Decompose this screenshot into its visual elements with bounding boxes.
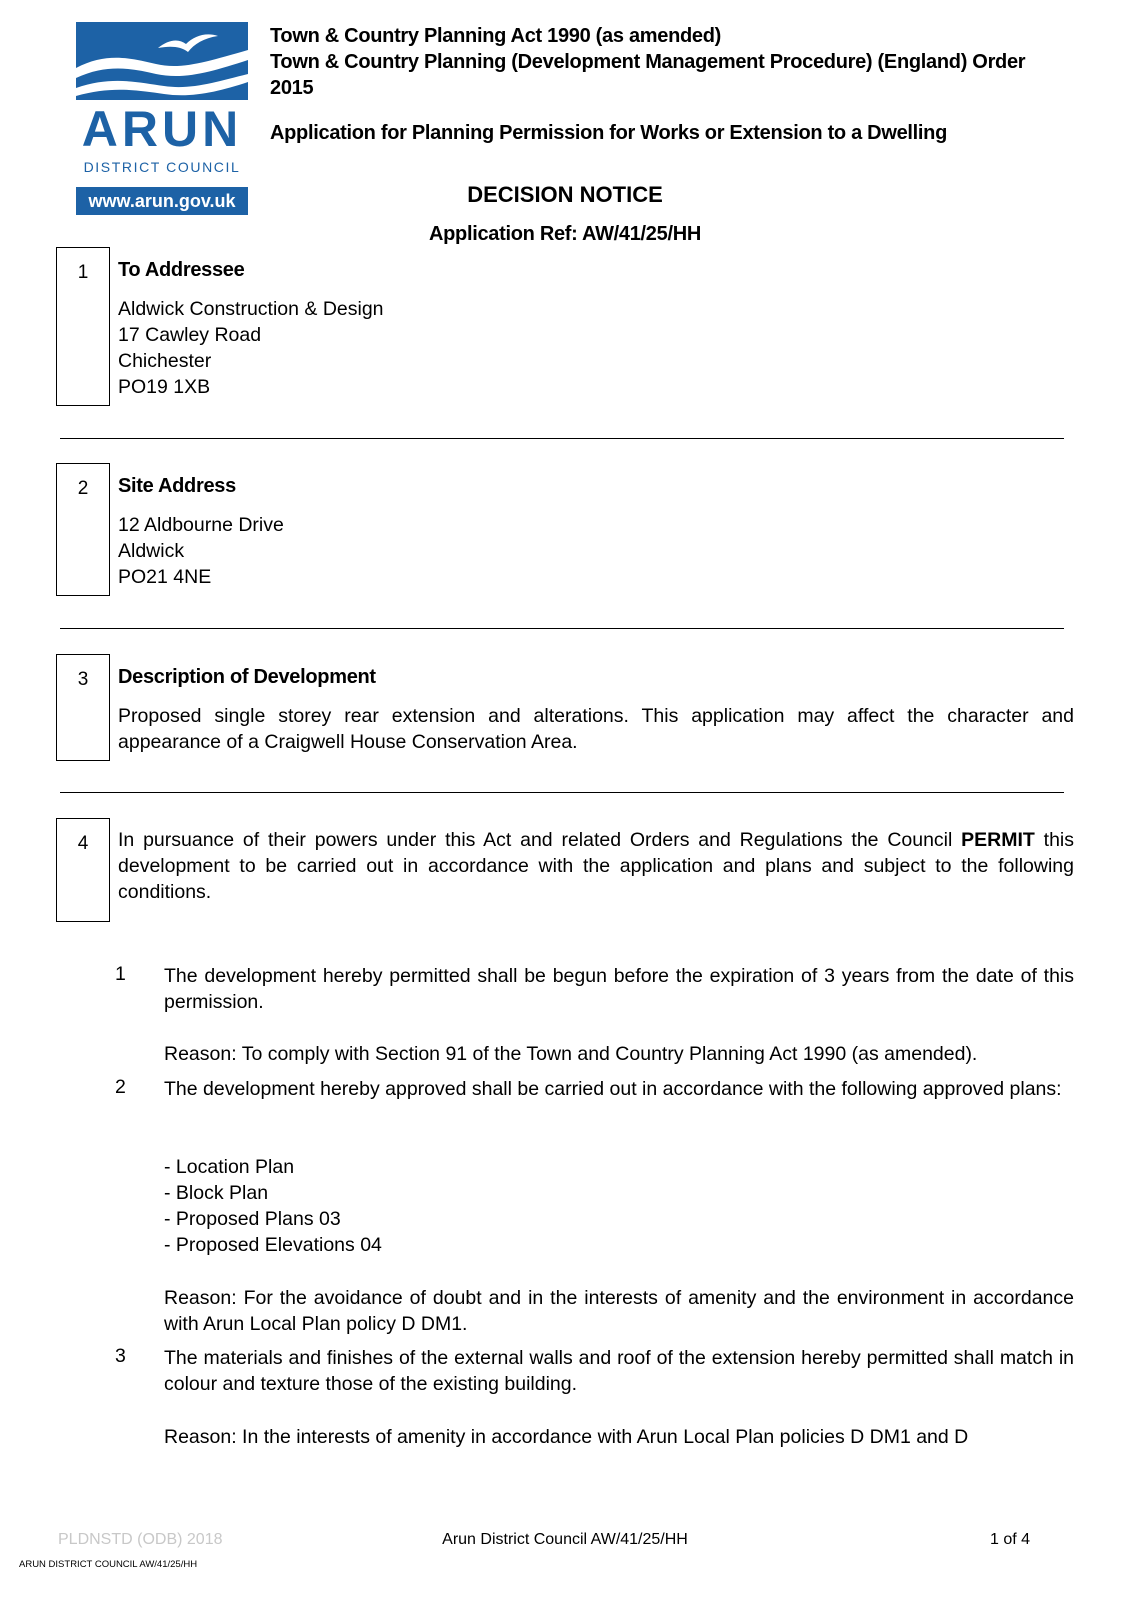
section-number-box [56, 654, 110, 761]
condition-reason: Reason: For the avoidance of doubt and in the interests of amenity and the environment in accordance with Arun Local Plan policy D DM1. [164, 1287, 1074, 1335]
council-stamp: ARUN DISTRICT COUNCIL AW/41/25/HH [19, 1559, 198, 1570]
address-line: Aldwick Construction & Design [118, 298, 384, 320]
council-logo [76, 22, 248, 211]
section-number: 4 [77, 833, 89, 854]
application-ref: Application Ref: AW/41/25/HH [428, 223, 701, 245]
logo-wordmark: ARUN [81, 101, 243, 157]
condition-reason: Reason: To comply with Section 91 of the Town and Country Planning Act 1990 (as amended). [164, 1043, 978, 1065]
address-line: Chichester [118, 350, 212, 372]
address-line: PO21 4NE [118, 566, 212, 588]
address-line: 17 Cawley Road [118, 324, 262, 346]
decision-text-after: this development to be carried out in accordance with the application and plans and subject to the following conditions. [118, 829, 1075, 903]
addressee-block [118, 296, 384, 400]
section-number: 3 [77, 669, 89, 690]
seagull-wave-logo-icon [76, 22, 248, 100]
site-address-block [118, 512, 284, 590]
description-text: Proposed single storey rear extension and alterations. This application may affect the character and appearance of a Craigwell House Conservation Area. [118, 705, 1074, 753]
decision-word: PERMIT [961, 829, 1035, 851]
condition-number: 1 [115, 963, 126, 985]
notice-title: DECISION NOTICE [467, 182, 663, 207]
plan-item: - Location Plan [164, 1156, 295, 1178]
plan-item: - Proposed Plans 03 [164, 1208, 341, 1230]
condition-number: 2 [115, 1076, 126, 1098]
template-code: PLDNSTD (ODB) 2018 [58, 1531, 223, 1548]
act-line-3: 2015 [270, 77, 314, 99]
address-line: PO19 1XB [118, 376, 211, 398]
page-number: 1 of 4 [990, 1531, 1031, 1548]
plan-item: - Block Plan [164, 1182, 269, 1204]
condition-text: The development hereby permitted shall be begun before the expiration of 3 years from the date of this permission. [164, 965, 1074, 1013]
plan-item: - Proposed Elevations 04 [164, 1234, 382, 1256]
section-divider [60, 438, 1064, 439]
section-number-box [56, 247, 110, 406]
section-number: 1 [77, 262, 89, 283]
section-divider [60, 628, 1064, 629]
address-line: Aldwick [118, 540, 185, 562]
addressee-title: To Addressee [118, 259, 245, 281]
section-number: 2 [77, 478, 89, 499]
decision-statement [118, 827, 1074, 905]
section-number-box [56, 463, 110, 596]
act-line-2: Town & Country Planning (Development Management Procedure) (England) Order [270, 51, 1026, 73]
act-line-1: Town & Country Planning Act 1990 (as amended) [270, 25, 722, 47]
footer-reference: Arun District Council AW/41/25/HH [442, 1531, 688, 1548]
condition-text: The development hereby approved shall be carried out in accordance with the following approved plans: [164, 1078, 1062, 1100]
site-address-title: Site Address [118, 475, 236, 497]
logo-subtitle: DISTRICT COUNCIL [83, 159, 241, 175]
description-title: Description of Development [118, 666, 376, 688]
section-divider [60, 792, 1064, 793]
logo-url: www.arun.gov.uk [76, 187, 248, 215]
condition-text: The materials and finishes of the external walls and roof of the extension hereby permitted shall match in colour and texture those of the existing building. [164, 1347, 1074, 1395]
address-line: 12 Aldbourne Drive [118, 514, 284, 536]
approved-plans-list [164, 1154, 1074, 1258]
condition-number: 3 [115, 1345, 126, 1367]
application-type: Application for Planning Permission for Works or Extension to a Dwelling [270, 122, 948, 144]
condition-reason: Reason: In the interests of amenity in accordance with Arun Local Plan policies D DM1 and D [164, 1426, 969, 1448]
section-number-box [56, 818, 110, 922]
decision-text-before: In pursuance of their powers under this Act and related Orders and Regulations the Council [118, 829, 953, 851]
